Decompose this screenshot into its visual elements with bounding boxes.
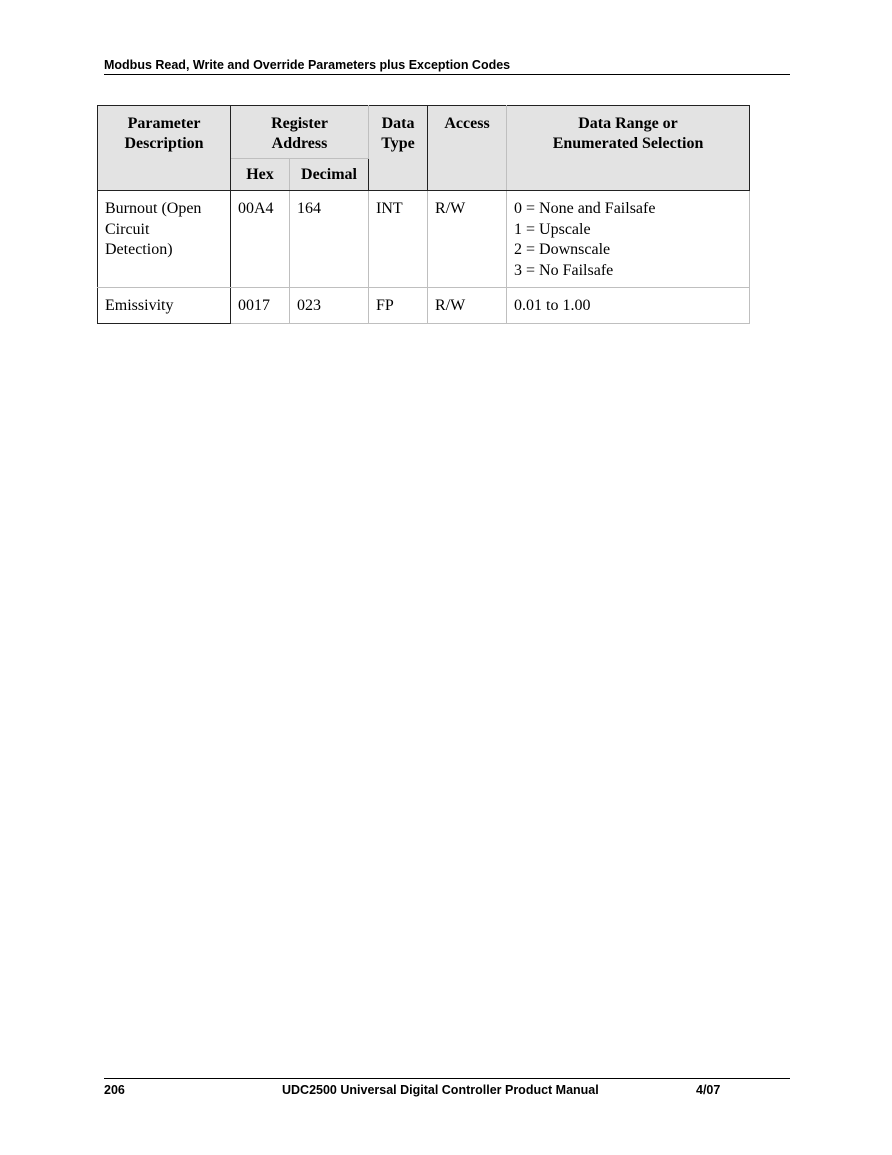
header-hex: Hex: [231, 159, 290, 191]
header-decimal: Decimal: [290, 159, 369, 191]
cell-hex: 00A4: [231, 191, 290, 288]
header-text: Description: [124, 135, 204, 152]
cell-text: Burnout (Open: [105, 200, 202, 217]
cell-text: 2 = Downscale: [514, 241, 611, 258]
cell-text: Emissivity: [105, 297, 174, 314]
table-header-row: [98, 106, 750, 159]
table-row: [98, 191, 750, 288]
manual-title: UDC2500 Universal Digital Controller Product Manual: [282, 1083, 599, 1097]
header-access: [428, 106, 507, 191]
cell-text: Detection): [105, 241, 173, 258]
header-text: Access: [444, 115, 490, 132]
cell-decimal: 164: [290, 191, 369, 288]
cell-text: 0.01 to 1.00: [514, 297, 591, 314]
header-register-address: [231, 106, 369, 159]
cell-data-type: FP: [369, 288, 428, 324]
header-text: Address: [271, 135, 328, 152]
cell-description: [98, 191, 231, 288]
header-text: Register: [271, 115, 328, 132]
header-text: Data: [381, 115, 415, 132]
cell-data-range: [507, 191, 750, 288]
cell-decimal: 023: [290, 288, 369, 324]
page-footer: [104, 1078, 790, 1101]
section-title: Modbus Read, Write and Override Parameters plus Exception Codes: [104, 58, 511, 72]
cell-description: [98, 288, 231, 324]
cell-access: R/W: [428, 191, 507, 288]
cell-text: 1 = Upscale: [514, 220, 591, 238]
cell-text: 3 = No Failsafe: [514, 261, 614, 279]
header-data-range: [507, 106, 750, 191]
header-parameter-description: [98, 106, 231, 191]
revision-date: 4/07: [696, 1083, 721, 1097]
modbus-parameter-table: [97, 105, 750, 324]
header-data-type: [369, 106, 428, 191]
cell-text: 0 = None and Failsafe: [514, 200, 656, 217]
header-text: Enumerated Selection: [552, 135, 704, 152]
header-text: Parameter: [127, 115, 201, 132]
cell-data-range: [507, 288, 750, 324]
cell-access: R/W: [428, 288, 507, 324]
header-text: Type: [381, 135, 415, 152]
cell-text: Circuit: [105, 220, 150, 238]
cell-data-type: INT: [369, 191, 428, 288]
cell-hex: 0017: [231, 288, 290, 324]
table-row: [98, 288, 750, 324]
page-number: 206: [104, 1083, 125, 1097]
header-text: Data Range or: [578, 115, 678, 132]
page-header: [104, 58, 790, 75]
